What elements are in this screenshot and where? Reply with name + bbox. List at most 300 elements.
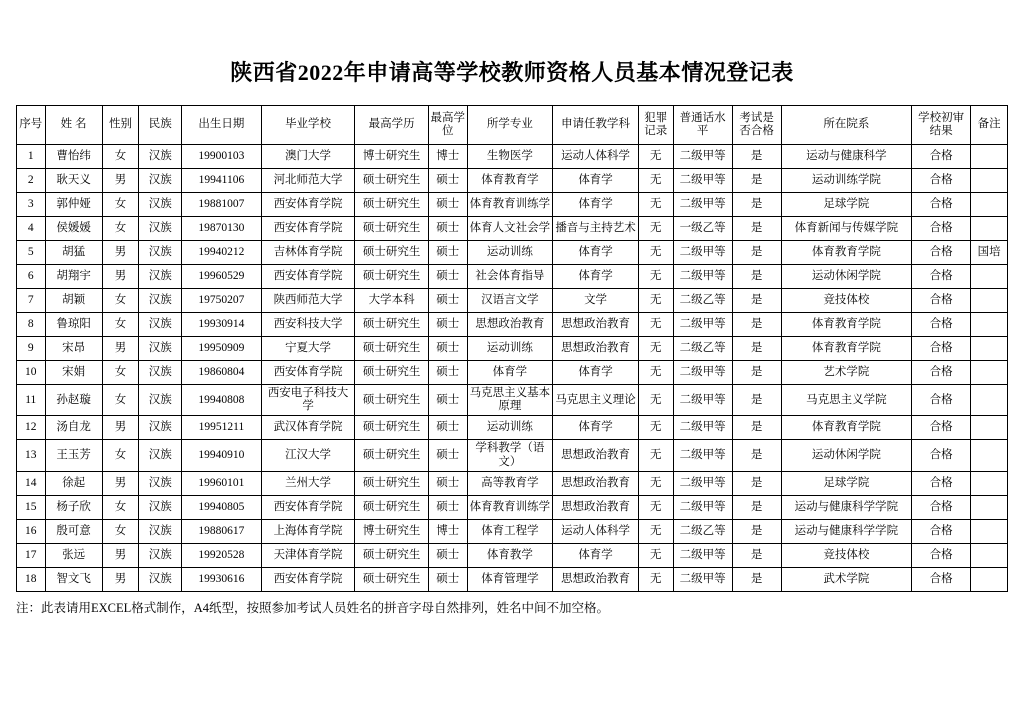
column-header-school: 毕业学校	[261, 106, 355, 145]
table-cell	[971, 169, 1008, 193]
table-cell: 男	[102, 567, 139, 591]
table-cell: 硕士研究生	[355, 169, 428, 193]
table-cell: 硕士研究生	[355, 217, 428, 241]
table-cell: 合格	[912, 440, 971, 471]
table-cell: 汉族	[139, 193, 182, 217]
table-cell: 8	[17, 313, 46, 337]
table-cell: 二级乙等	[673, 289, 732, 313]
table-cell: 汉族	[139, 169, 182, 193]
table-cell: 胡翔宇	[45, 265, 102, 289]
table-cell: 19930914	[182, 313, 262, 337]
table-cell: 汤自龙	[45, 416, 102, 440]
table-cell: 耿天义	[45, 169, 102, 193]
table-cell: 硕士研究生	[355, 416, 428, 440]
table-cell: 汉族	[139, 361, 182, 385]
table-cell: 二级甲等	[673, 416, 732, 440]
table-cell: 19930616	[182, 567, 262, 591]
table-cell: 女	[102, 145, 139, 169]
table-cell: 硕士	[428, 543, 467, 567]
table-cell: 武术学院	[781, 567, 912, 591]
table-cell: 合格	[912, 313, 971, 337]
table-cell: 杨子欣	[45, 495, 102, 519]
table-cell: 是	[732, 193, 781, 217]
table-cell: 汉族	[139, 440, 182, 471]
table-cell: 合格	[912, 241, 971, 265]
table-row	[17, 471, 1008, 495]
table-cell: 张远	[45, 543, 102, 567]
table-cell: 体育新闻与传媒学院	[781, 217, 912, 241]
column-header-name: 姓 名	[45, 106, 102, 145]
table-cell: 硕士	[428, 495, 467, 519]
column-header-major: 所学专业	[467, 106, 553, 145]
table-cell: 西安体育学院	[261, 193, 355, 217]
table-cell: 二级甲等	[673, 265, 732, 289]
table-cell: 合格	[912, 361, 971, 385]
table-row	[17, 289, 1008, 313]
table-cell: 运动与健康科学学院	[781, 519, 912, 543]
table-cell: 社会体育指导	[467, 265, 553, 289]
table-cell: 二级甲等	[673, 169, 732, 193]
table-cell: 无	[638, 543, 673, 567]
table-cell: 女	[102, 313, 139, 337]
table-cell: 无	[638, 313, 673, 337]
table-cell: 19860804	[182, 361, 262, 385]
table-cell: 汉族	[139, 543, 182, 567]
table-cell: 男	[102, 416, 139, 440]
table-cell: 汉族	[139, 385, 182, 416]
table-cell: 6	[17, 265, 46, 289]
table-cell: 西安体育学院	[261, 567, 355, 591]
table-cell: 无	[638, 337, 673, 361]
table-cell: 硕士研究生	[355, 440, 428, 471]
table-cell: 是	[732, 471, 781, 495]
table-cell: 汉族	[139, 241, 182, 265]
table-cell: 汉族	[139, 289, 182, 313]
table-cell: 体育学	[553, 265, 639, 289]
table-cell: 无	[638, 265, 673, 289]
table-cell: 硕士研究生	[355, 193, 428, 217]
table-cell: 体育教育学院	[781, 241, 912, 265]
table-cell: 体育教育学院	[781, 313, 912, 337]
table-cell: 体育教育学院	[781, 337, 912, 361]
table-cell: 男	[102, 169, 139, 193]
table-cell: 无	[638, 169, 673, 193]
table-cell	[971, 217, 1008, 241]
table-cell: 硕士研究生	[355, 337, 428, 361]
table-row	[17, 519, 1008, 543]
table-cell: 19940808	[182, 385, 262, 416]
table-cell: 汉族	[139, 265, 182, 289]
table-cell: 是	[732, 519, 781, 543]
table-cell: 硕士	[428, 169, 467, 193]
table-cell: 体育管理学	[467, 567, 553, 591]
table-cell: 体育教学	[467, 543, 553, 567]
table-cell: 硕士	[428, 385, 467, 416]
table-cell: 汉族	[139, 519, 182, 543]
table-cell: 无	[638, 361, 673, 385]
table-cell: 硕士研究生	[355, 265, 428, 289]
table-cell: 19881007	[182, 193, 262, 217]
table-cell: 汉语言文学	[467, 289, 553, 313]
table-cell: 女	[102, 519, 139, 543]
table-row	[17, 337, 1008, 361]
table-cell: 是	[732, 313, 781, 337]
table-cell: 硕士	[428, 289, 467, 313]
table-cell	[971, 313, 1008, 337]
table-cell: 体育人文社会学	[467, 217, 553, 241]
table-cell: 博士研究生	[355, 145, 428, 169]
table-cell: 思想政治教育	[553, 313, 639, 337]
table-cell: 博士	[428, 519, 467, 543]
table-cell: 体育学	[553, 361, 639, 385]
table-cell: 思想政治教育	[553, 440, 639, 471]
table-cell: 19940212	[182, 241, 262, 265]
table-cell: 二级甲等	[673, 313, 732, 337]
table-cell: 男	[102, 265, 139, 289]
table-cell: 硕士研究生	[355, 241, 428, 265]
table-cell: 4	[17, 217, 46, 241]
table-cell: 合格	[912, 519, 971, 543]
table-cell: 13	[17, 440, 46, 471]
table-cell	[971, 495, 1008, 519]
table-cell	[971, 440, 1008, 471]
table-cell: 19941106	[182, 169, 262, 193]
table-row	[17, 193, 1008, 217]
table-row	[17, 145, 1008, 169]
table-cell: 硕士研究生	[355, 385, 428, 416]
table-cell: 无	[638, 241, 673, 265]
table-cell: 马克思主义学院	[781, 385, 912, 416]
table-cell: 孙赵璇	[45, 385, 102, 416]
table-row	[17, 217, 1008, 241]
table-cell: 播音与主持艺术	[553, 217, 639, 241]
table-cell	[971, 361, 1008, 385]
table-cell: 宁夏大学	[261, 337, 355, 361]
table-cell: 是	[732, 543, 781, 567]
table-cell: 合格	[912, 217, 971, 241]
column-header-mandarin-level: 普通话水平	[673, 106, 732, 145]
table-cell: 是	[732, 265, 781, 289]
table-cell	[971, 567, 1008, 591]
table-cell: 11	[17, 385, 46, 416]
table-cell	[971, 337, 1008, 361]
table-cell: 王玉芳	[45, 440, 102, 471]
table-row	[17, 313, 1008, 337]
table-cell: 体育学	[553, 543, 639, 567]
table-cell: 一级乙等	[673, 217, 732, 241]
table-cell: 汉族	[139, 217, 182, 241]
table-cell: 合格	[912, 337, 971, 361]
table-cell: 思想政治教育	[553, 337, 639, 361]
table-cell: 西安体育学院	[261, 265, 355, 289]
table-cell: 思想政治教育	[553, 471, 639, 495]
table-cell: 二级乙等	[673, 337, 732, 361]
table-cell: 生物医学	[467, 145, 553, 169]
table-cell: 硕士	[428, 241, 467, 265]
registration-table	[16, 105, 1008, 592]
table-cell: 硕士研究生	[355, 567, 428, 591]
table-cell: 5	[17, 241, 46, 265]
table-cell: 兰州大学	[261, 471, 355, 495]
table-cell: 合格	[912, 265, 971, 289]
table-cell: 西安电子科技大学	[261, 385, 355, 416]
table-cell: 无	[638, 289, 673, 313]
table-cell: 二级甲等	[673, 193, 732, 217]
table-row	[17, 385, 1008, 416]
table-cell: 是	[732, 416, 781, 440]
table-cell: 硕士研究生	[355, 495, 428, 519]
table-cell: 硕士研究生	[355, 543, 428, 567]
column-header-school-review: 学校初审结果	[912, 106, 971, 145]
table-cell: 无	[638, 385, 673, 416]
table-cell: 19940805	[182, 495, 262, 519]
table-cell: 思想政治教育	[553, 567, 639, 591]
table-cell: 二级甲等	[673, 440, 732, 471]
table-cell: 运动人体科学	[553, 145, 639, 169]
table-cell: 合格	[912, 567, 971, 591]
table-cell: 19880617	[182, 519, 262, 543]
table-row	[17, 440, 1008, 471]
table-cell: 汉族	[139, 495, 182, 519]
table-cell: 14	[17, 471, 46, 495]
table-cell: 无	[638, 217, 673, 241]
table-cell: 合格	[912, 471, 971, 495]
table-cell: 7	[17, 289, 46, 313]
table-cell: 19960529	[182, 265, 262, 289]
table-row	[17, 241, 1008, 265]
table-cell: 汉族	[139, 145, 182, 169]
table-cell: 体育教育训练学	[467, 495, 553, 519]
table-cell: 运动训练学院	[781, 169, 912, 193]
table-cell: 汉族	[139, 337, 182, 361]
table-cell: 体育教育学	[467, 169, 553, 193]
table-cell: 运动训练	[467, 337, 553, 361]
column-header-education: 最高学历	[355, 106, 428, 145]
table-cell: 澳门大学	[261, 145, 355, 169]
table-cell: 女	[102, 440, 139, 471]
table-cell: 西安体育学院	[261, 361, 355, 385]
table-cell: 运动与健康科学	[781, 145, 912, 169]
table-cell: 男	[102, 543, 139, 567]
table-body	[17, 145, 1008, 592]
table-cell: 硕士	[428, 265, 467, 289]
table-cell: 是	[732, 495, 781, 519]
table-cell: 西安科技大学	[261, 313, 355, 337]
table-cell: 19900103	[182, 145, 262, 169]
table-cell: 合格	[912, 169, 971, 193]
table-cell: 体育学	[553, 416, 639, 440]
column-header-gender: 性别	[102, 106, 139, 145]
table-cell: 汉族	[139, 313, 182, 337]
table-cell	[971, 289, 1008, 313]
column-header-degree: 最高学位	[428, 106, 467, 145]
table-cell: 19920528	[182, 543, 262, 567]
table-cell: 硕士	[428, 471, 467, 495]
table-cell: 女	[102, 361, 139, 385]
table-cell: 1	[17, 145, 46, 169]
table-cell: 无	[638, 471, 673, 495]
table-cell: 硕士	[428, 567, 467, 591]
table-cell	[971, 471, 1008, 495]
table-cell: 硕士研究生	[355, 471, 428, 495]
table-cell: 运动训练	[467, 416, 553, 440]
table-cell: 19870130	[182, 217, 262, 241]
table-cell: 足球学院	[781, 193, 912, 217]
table-cell: 合格	[912, 416, 971, 440]
table-cell: 马克思主义理论	[553, 385, 639, 416]
column-header-department: 所在院系	[781, 106, 912, 145]
table-cell: 硕士	[428, 416, 467, 440]
page-title: 陕西省2022年申请高等学校教师资格人员基本情况登记表	[230, 60, 794, 85]
table-cell: 15	[17, 495, 46, 519]
table-cell: 是	[732, 337, 781, 361]
table-cell: 男	[102, 471, 139, 495]
table-cell: 二级甲等	[673, 495, 732, 519]
table-cell: 12	[17, 416, 46, 440]
table-cell	[971, 385, 1008, 416]
table-cell: 智文飞	[45, 567, 102, 591]
table-cell: 马克思主义基本原理	[467, 385, 553, 416]
table-cell: 是	[732, 440, 781, 471]
table-cell: 运动人体科学	[553, 519, 639, 543]
table-cell: 运动训练	[467, 241, 553, 265]
table-cell: 无	[638, 440, 673, 471]
table-cell: 思想政治教育	[553, 495, 639, 519]
table-cell: 高等教育学	[467, 471, 553, 495]
table-cell: 博士	[428, 145, 467, 169]
table-cell: 女	[102, 495, 139, 519]
table-cell: 女	[102, 385, 139, 416]
table-cell: 鲁琼阳	[45, 313, 102, 337]
table-cell: 18	[17, 567, 46, 591]
table-cell: 体育学	[553, 241, 639, 265]
table-cell: 西安体育学院	[261, 217, 355, 241]
table-cell: 是	[732, 241, 781, 265]
table-cell: 运动休闲学院	[781, 440, 912, 471]
table-cell: 陕西师范大学	[261, 289, 355, 313]
table-cell: 竞技体校	[781, 543, 912, 567]
table-cell: 体育工程学	[467, 519, 553, 543]
table-cell: 宋娟	[45, 361, 102, 385]
table-cell: 郭仲娅	[45, 193, 102, 217]
table-cell: 宋昂	[45, 337, 102, 361]
table-cell: 硕士	[428, 193, 467, 217]
table-cell: 无	[638, 567, 673, 591]
table-cell: 汉族	[139, 416, 182, 440]
table-cell: 19940910	[182, 440, 262, 471]
table-cell: 19950909	[182, 337, 262, 361]
table-cell: 合格	[912, 495, 971, 519]
document-page	[0, 56, 1024, 710]
table-header-row	[17, 106, 1008, 145]
table-cell: 合格	[912, 193, 971, 217]
table-cell: 运动休闲学院	[781, 265, 912, 289]
table-cell: 汉族	[139, 471, 182, 495]
table-cell: 硕士	[428, 361, 467, 385]
table-cell: 女	[102, 217, 139, 241]
column-header-subject: 申请任教学科	[553, 106, 639, 145]
table-cell: 是	[732, 169, 781, 193]
table-cell: 上海体育学院	[261, 519, 355, 543]
table-cell: 9	[17, 337, 46, 361]
table-cell: 无	[638, 416, 673, 440]
table-cell: 西安体育学院	[261, 495, 355, 519]
table-cell: 汉族	[139, 567, 182, 591]
table-cell: 体育教育训练学	[467, 193, 553, 217]
table-cell: 16	[17, 519, 46, 543]
table-cell: 天津体育学院	[261, 543, 355, 567]
table-cell: 3	[17, 193, 46, 217]
table-cell: 二级甲等	[673, 361, 732, 385]
table-cell: 胡颖	[45, 289, 102, 313]
table-cell: 武汉体育学院	[261, 416, 355, 440]
column-header-ethnicity: 民族	[139, 106, 182, 145]
table-cell: 体育学	[467, 361, 553, 385]
table-cell: 大学本科	[355, 289, 428, 313]
table-row	[17, 265, 1008, 289]
column-header-criminal-record: 犯罪记录	[638, 106, 673, 145]
table-cell: 思想政治教育	[467, 313, 553, 337]
table-cell: 二级甲等	[673, 567, 732, 591]
table-cell: 合格	[912, 145, 971, 169]
table-row	[17, 416, 1008, 440]
table-cell: 侯媛媛	[45, 217, 102, 241]
table-header	[17, 106, 1008, 145]
table-cell: 是	[732, 145, 781, 169]
table-cell: 是	[732, 361, 781, 385]
table-cell: 男	[102, 337, 139, 361]
table-cell: 二级甲等	[673, 543, 732, 567]
table-cell: 无	[638, 193, 673, 217]
table-cell: 硕士研究生	[355, 313, 428, 337]
table-cell: 体育学	[553, 193, 639, 217]
table-cell: 曹怡纬	[45, 145, 102, 169]
table-row	[17, 495, 1008, 519]
table-cell: 二级乙等	[673, 519, 732, 543]
table-cell: 二级甲等	[673, 145, 732, 169]
table-cell: 19750207	[182, 289, 262, 313]
table-cell: 是	[732, 217, 781, 241]
table-cell: 是	[732, 385, 781, 416]
table-cell: 足球学院	[781, 471, 912, 495]
table-cell	[971, 519, 1008, 543]
table-cell: 男	[102, 241, 139, 265]
table-cell: 河北师范大学	[261, 169, 355, 193]
table-cell: 无	[638, 519, 673, 543]
table-cell: 合格	[912, 289, 971, 313]
table-cell: 硕士	[428, 217, 467, 241]
table-cell: 合格	[912, 385, 971, 416]
table-cell: 博士研究生	[355, 519, 428, 543]
table-cell: 硕士	[428, 313, 467, 337]
column-header-exam-pass: 考试是否合格	[732, 106, 781, 145]
column-header-birthdate: 出生日期	[182, 106, 262, 145]
table-cell: 硕士	[428, 440, 467, 471]
table-cell: 无	[638, 495, 673, 519]
table-cell: 女	[102, 193, 139, 217]
table-cell: 硕士	[428, 337, 467, 361]
table-cell: 19951211	[182, 416, 262, 440]
table-cell: 无	[638, 145, 673, 169]
table-cell: 合格	[912, 543, 971, 567]
table-cell: 吉林体育学院	[261, 241, 355, 265]
table-cell: 19960101	[182, 471, 262, 495]
table-cell	[971, 193, 1008, 217]
table-row	[17, 169, 1008, 193]
table-cell: 二级甲等	[673, 241, 732, 265]
table-cell: 是	[732, 289, 781, 313]
table-cell: 艺术学院	[781, 361, 912, 385]
